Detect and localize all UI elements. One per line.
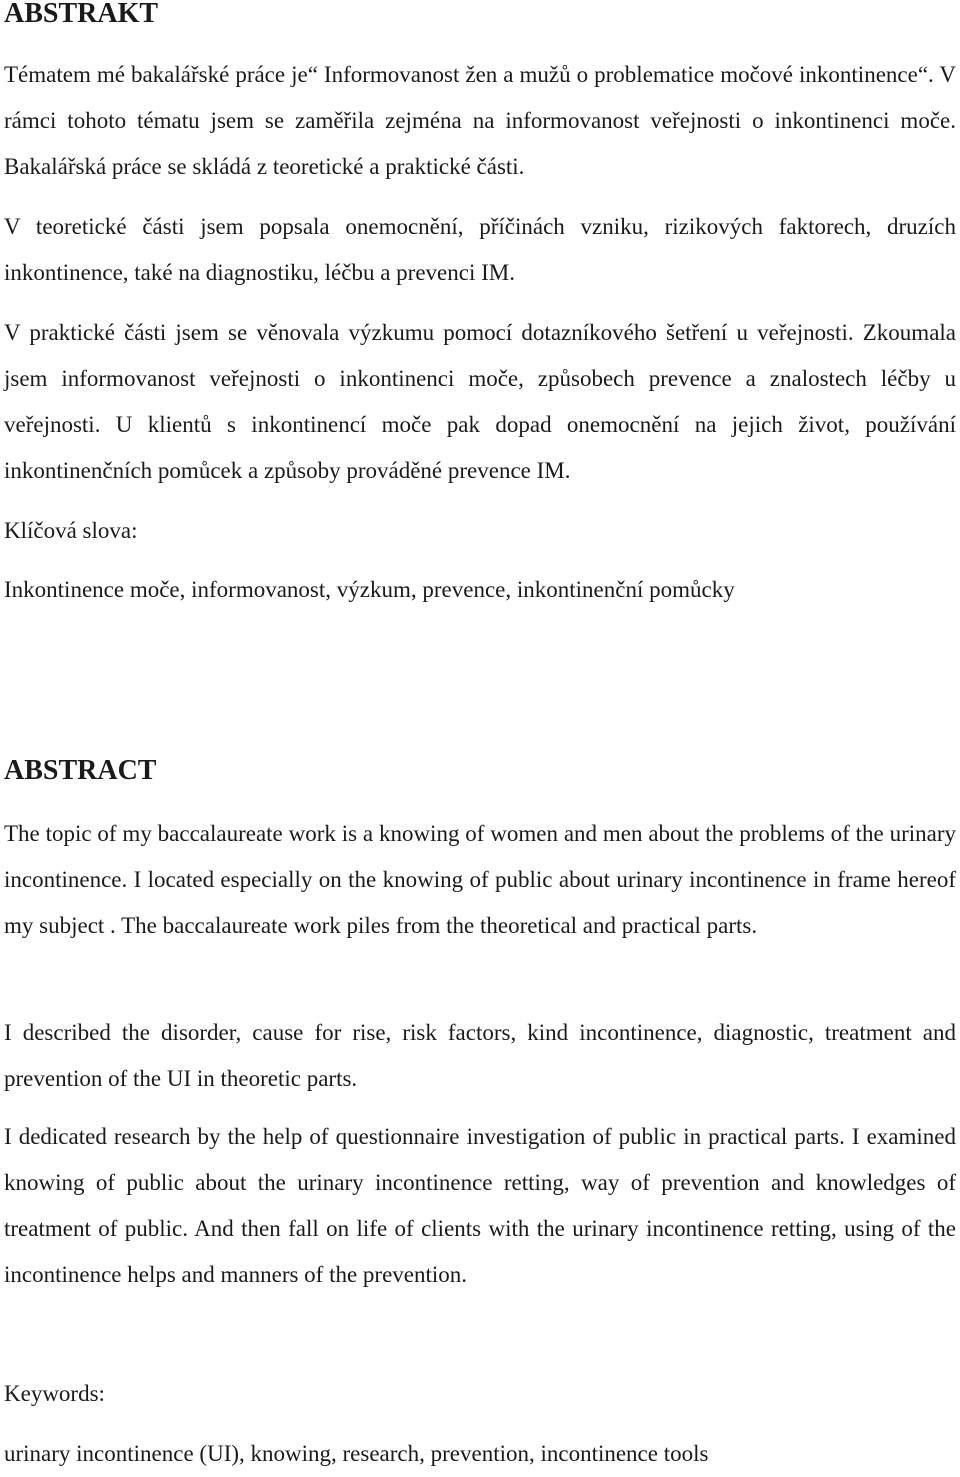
czech-keywords: Inkontinence moče, informovanost, výzkum, prevence, inkontinenční pomůcky <box>4 577 735 602</box>
czech-abstract-heading: ABSTRAKT <box>4 0 159 29</box>
english-abstract-heading: ABSTRACT <box>4 755 157 786</box>
english-practice-paragraph: I dedicated research by the help of questionnaire investigation of public in practical parts. I examined knowing of public about the urinary incontinence retting, way of prevention and knowledges of treatment of public. And then fall on life of clients with the urinary incontinence retting, using of the incontinence helps and manners of the prevention. <box>4 1124 956 1287</box>
czech-theory-paragraph: V teoretické části jsem popsala onemocnění, příčinách vzniku, rizikových faktorech, druzích inkontinence, také na diagnostiku, léčbu a prevenci IM. <box>4 214 956 285</box>
english-keywords-label: Keywords: <box>4 1381 105 1406</box>
english-intro-paragraph: The topic of my baccalaureate work is a knowing of women and men about the problems of the urinary incontinence. I located especially on the knowing of public about urinary incontinence in frame hereof my subject . The baccalaureate work piles from the theoretical and practical parts. <box>4 821 956 938</box>
english-keywords: urinary incontinence (UI), knowing, research, prevention, incontinence tools <box>4 1441 709 1466</box>
czech-keywords-label: Klíčová slova: <box>4 518 138 543</box>
english-theory-paragraph: I described the disorder, cause for rise, risk factors, kind incontinence, diagnostic, treatment and prevention of the UI in theoretic parts. <box>4 1020 956 1091</box>
czech-practice-paragraph: V praktické části jsem se věnovala výzkumu pomocí dotazníkového šetření u veřejnosti. Zkoumala jsem informovanost veřejnosti o inkontinenci moče, způsobech prevence a znalostech léčby u veřejnosti. U klientů s inkontinencí moče pak dopad onemocnění na jejich život, používání inkontinenčních pomůcek a způsoby prováděné prevence IM. <box>4 320 956 483</box>
czech-intro-paragraph: Tématem mé bakalářské práce je“ Informovanost žen a mužů o problematice močové inkontinence“. V rámci tohoto tématu jsem se zaměřila zejména na informovanost veřejnosti o inkontinenci moče. Bakalářská práce se skládá z teoretické a praktické části. <box>4 62 956 179</box>
